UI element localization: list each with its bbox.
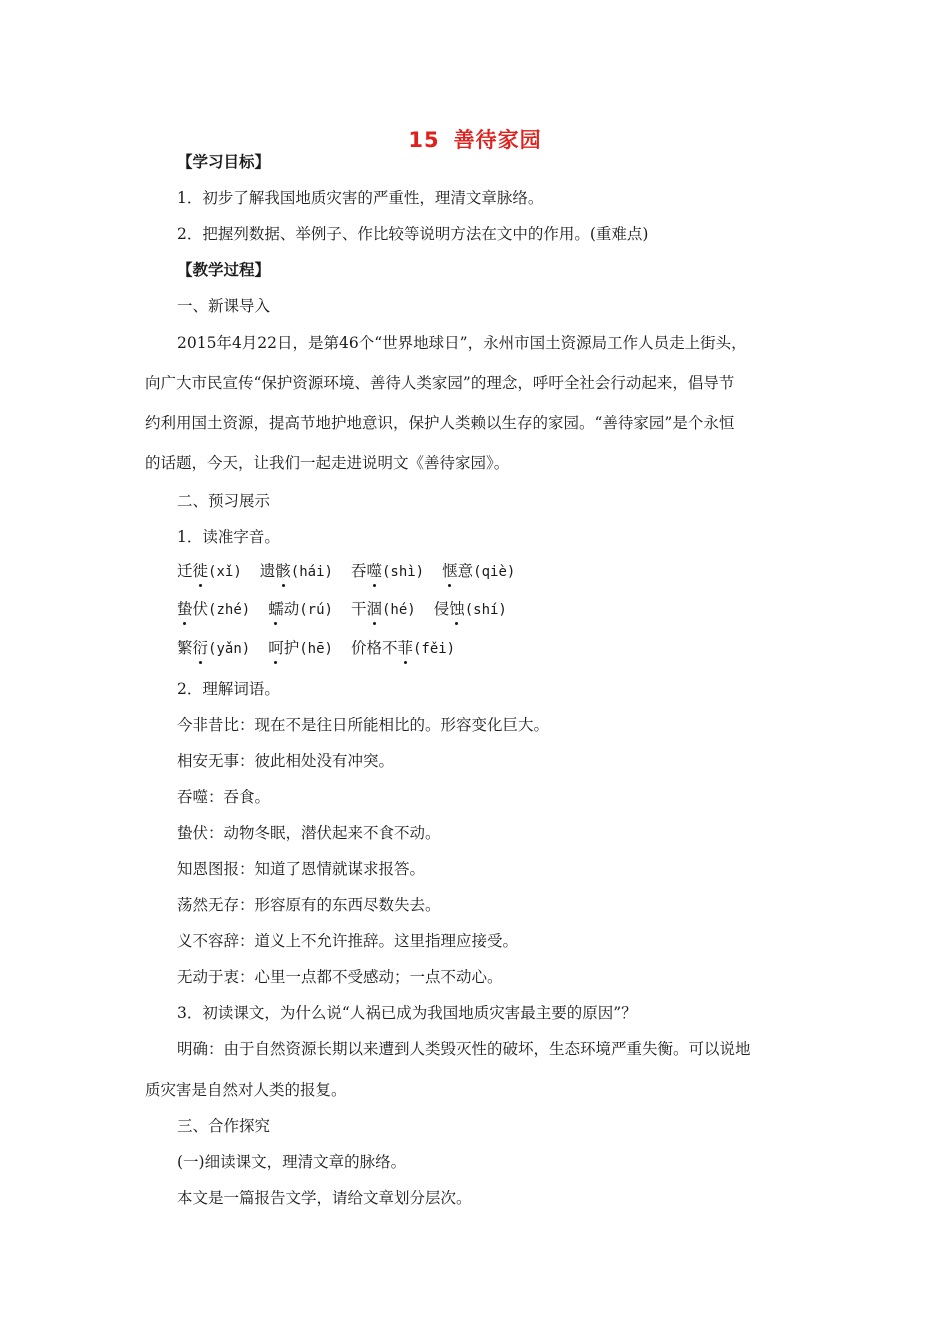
pronunciation-word: [177, 638, 250, 659]
section1-heading: 一、新课导入: [177, 297, 271, 315]
section3-subheading: (一)细读课文，理清文章的脉络。: [177, 1153, 407, 1171]
vocab-item: 吞噬：吞食。: [177, 788, 271, 806]
word-text: 动: [283, 600, 300, 618]
answer-line-1: 明确：由于自然资源长期以来遭到人类毁灭性的破坏，生态环境严重失衡。可以说地: [177, 1040, 751, 1058]
answer-line-2: 质灾害是自然对人类的报复。: [145, 1081, 347, 1099]
emphasized-character: 蠕: [268, 600, 284, 618]
word-text: 吞: [350, 562, 367, 580]
process-heading: 【教学过程】: [177, 260, 271, 279]
word-text: 遗: [259, 562, 276, 580]
question-1: 1．读准字音。: [177, 528, 280, 546]
emphasized-character: 徙: [192, 562, 209, 580]
question-2: 2．理解词语。: [177, 680, 280, 698]
word-text: 干: [350, 600, 367, 618]
intro-line-1: 2015年4月22日，是第46个“世界地球日”，永州市国土资源局工作人员走上街头，: [177, 334, 747, 352]
pinyin: (hé): [381, 602, 416, 618]
emphasized-character: 噬: [366, 562, 382, 580]
pronunciation-word: [442, 561, 515, 582]
word-text: 繁: [177, 639, 193, 657]
lesson-title-text: 善待家园: [453, 128, 542, 152]
intro-line-3: 约利用国土资源，提高节地护地意识，保护人类赖以生存的家园。“善待家园”是个永恒: [145, 414, 735, 432]
word-text: 伏: [192, 600, 209, 618]
pronunciation-word: [351, 599, 416, 620]
question-3: 3．初读课文，为什么说“人祸已成为我国地质灾害最主要的原因”？: [177, 1004, 637, 1022]
pinyin: (hái): [290, 564, 333, 580]
lesson-title: [0, 124, 950, 154]
word-text: 侵: [433, 600, 450, 618]
vocab-item: 义不容辞：道义上不允许推辞。这里指理应接受。: [177, 932, 519, 950]
word-text: 迁: [177, 562, 193, 580]
pronunciation-word: [268, 638, 333, 659]
goal-item-1: 1．初步了解我国地质灾害的严重性，理清文章脉络。: [177, 189, 544, 207]
emphasized-character: 涸: [366, 600, 382, 618]
emphasized-character: 菲: [397, 639, 413, 657]
section3-heading: 三、合作探究: [177, 1117, 271, 1135]
pinyin: (hē): [299, 641, 333, 657]
emphasized-character: 蛰: [177, 600, 193, 618]
vocab-item: 相安无事：彼此相处没有冲突。: [177, 752, 395, 770]
section2-heading: 二、预习展示: [177, 492, 271, 510]
pinyin: (fěi): [412, 641, 456, 657]
emphasized-character: 衍: [192, 639, 209, 657]
pronunciation-word: [260, 561, 333, 582]
pinyin: (yǎn): [208, 641, 251, 657]
pronunciation-word: [351, 561, 424, 582]
intro-line-2: 向广大市民宣传“保护资源环境、善待人类家园”的理念，呼吁全社会行动起来，倡导节: [145, 374, 735, 392]
pronunciation-word: [434, 599, 507, 620]
emphasized-character: 骸: [275, 562, 291, 580]
vocab-item: 蛰伏：动物冬眠，潜伏起来不食不动。: [177, 824, 441, 842]
pronunciation-row: [177, 561, 533, 582]
pinyin: (zhé): [208, 602, 251, 618]
vocab-item: 荡然无存：形容原有的东西尽数失去。: [177, 896, 441, 914]
emphasized-character: 呵: [268, 639, 284, 657]
vocab-item: 今非昔比：现在不是往日所能相比的。形容变化巨大。: [177, 716, 550, 734]
pronunciation-word: [351, 638, 455, 659]
pinyin: (shì): [381, 564, 425, 580]
pinyin: (shí): [464, 602, 507, 618]
pronunciation-row: [177, 599, 525, 620]
word-text: 意: [457, 562, 474, 580]
section3-text: 本文是一篇报告文学，请给文章划分层次。: [177, 1189, 472, 1207]
goal-item-2: 2．把握列数据、举例子、作比较等说明方法在文中的作用。(重难点): [177, 225, 649, 243]
emphasized-character: 惬: [442, 562, 458, 580]
pinyin: (xǐ): [208, 564, 242, 580]
pronunciation-row: [177, 638, 473, 659]
pronunciation-word: [177, 561, 242, 582]
word-text: 价格不: [350, 639, 398, 657]
lesson-number: 15: [408, 128, 440, 152]
pinyin: (rú): [299, 602, 333, 618]
goals-heading: 【学习目标】: [177, 152, 271, 171]
emphasized-character: 蚀: [449, 600, 465, 618]
pronunciation-word: [177, 599, 250, 620]
vocab-item: 无动于衷：心里一点都不受感动；一点不动心。: [177, 968, 503, 986]
word-text: 护: [283, 639, 300, 657]
pinyin: (qiè): [473, 564, 516, 580]
pronunciation-word: [268, 599, 333, 620]
intro-line-4: 的话题，今天，让我们一起走进说明文《善待家园》。: [145, 454, 510, 472]
vocab-item: 知恩图报：知道了恩情就谋求报答。: [177, 860, 426, 878]
